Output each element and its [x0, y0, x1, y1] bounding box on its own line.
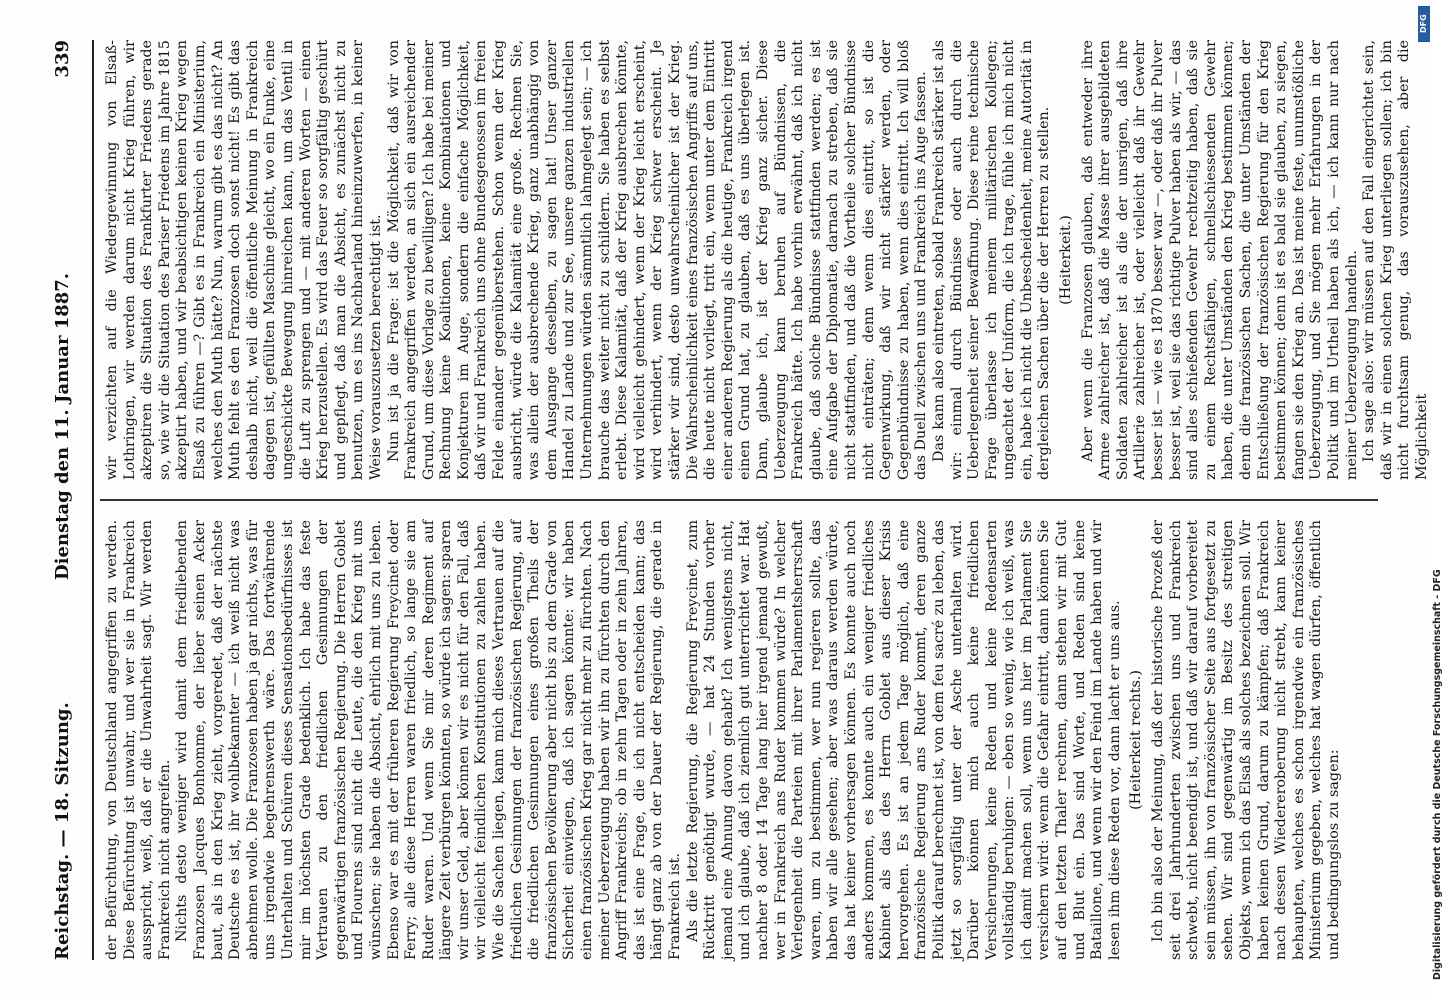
dfg-logo: DFG — [1418, 6, 1430, 42]
paragraph: Ich bin also der Meinung, daß der historische Prozeß der seit drei Jahrhunderten zwischen uns und Frankreich schwebt, nicht beendigt ist, und daß wir darauf vorbereitet sein müssen, ihn von französischer Seite aus fortgesetzt zu sehen. Wir sind gegenwärtig im Besitz des streitigen Objekts, wenn ich das Elsaß als solches bezeichnen soll. Wir haben keinen Grund, darum zu kämpfen; daß Frankreich nach dessen Wiedereroberung nicht strebt, kann keiner behaupten, welches es schon irgendwie ein französisches Ministerium gegeben, welches hat wagen dürfen, öffentlich und bedingungslos zu sagen: — [1150, 520, 1342, 960]
paragraph: Nichts desto weniger wird damit dem friedliebenden Franzosen Jacques Bonhomme, der lieber seinen Acker baut, als in den Krieg zieht, vorgeredet, daß der nächste Deutsche es ist, ihr wohlbekannter — ich weiß nicht was abnehmen wolle. Die Franzosen haben ja gar nichts, was für uns irgendwie begehrenswerth wäre. Das fortwährende Unterhalten und Schüren dieses Sensationsbedürfnisses ist mir im höchsten Grade bedenklich. Ich habe das feste Vertrauen zu den friedlichen Gesinnungen der gegenwärtigen französischen Regierung. Die Herren Goblet und Flourens sind nicht die Leute, die den Krieg mit uns wünschen; sie haben die Absicht, ehrlich mit uns zu leben. Ebenso war es mit der früheren Regierung Freycinet oder Ferry; alle diese Herren waren friedlich, so lange sie am Ruder waren. Und wenn Sie mir deren Regiment auf längere Zeit verbürgen könnten, so würde ich sagen: sparen wir unser Geld, aber können wir es nicht für den Fall, daß wir vielleicht feindlichen Konstitutionen zu zahlen haben. Wie die Sachen liegen, kann mich dieses Vertrauen auf die friedlichen Gesinnungen der französischen Regierung, auf die friedlichen Gesinnungen eines großen Theils der französischen Bevölkerung aber nicht bis zu dem Grade von Sicherheit einwiegen, daß ich sagen könnte: wir haben einen französischen Krieg gar nicht mehr zu fürchten. Nach meiner Ueberzeugung haben wir ihn zu fürchten durch den Angriff Frankreichs; ob in zehn Tagen oder in zehn Jahren, das ist eine Frage, die ich nicht entscheiden kann; das hängt ganz ab von der Dauer der Regierung, die gerade in Frankreich ist. — [174, 520, 683, 960]
paragraph: Nun ist ja die Frage: ist die Möglichkeit, daß wir von Frankreich angegriffen werden, an sich ein ausreichender Grund, um diese Vorlage zu bewilligen? Ich habe bei meiner Rechnung keine Koalitionen, keine Kombinationen und Konjekturen im Auge, sondern die einfache Möglichkeit, daß wir und Frankreich uns ohne Bundesgenossen im freien Felde einander gegenüberstehen. Schon wenn der Krieg ausbricht, würde die Kalamität eine große. Rechnen Sie, was allein der ausbrechende Krieg, ganz unabhängig von dem Ausgange desselben, zu sagen hat! Unser ganzer Handel zu Lande und zur See, unsere ganzen industriellen Unternehmungen würden sämmtlich lahmgelegt sein; — ich brauche das weiter nicht zu schildern. Sie haben es selbst erlebt. Diese Kalamität, daß der Krieg ausbrechen könnte, wird vielleicht gehindert, wenn der Krieg leicht erscheint, wird verhindert, wenn der Krieg schwer erscheint. Je stärker wir sind, desto unwahrscheinlicher ist der Krieg. Die Wahrscheinlichkeit eines französischen Angriffs auf uns, die heute nicht vorliegt, tritt ein, wenn unter dem Eintritt einer anderen Regierung als die heutige, Frankreich irgend einen Grund hat, zu glauben, daß es uns überlegen ist. Dann, glaube ich, ist der Krieg ganz sicher. Diese Ueberzeugung kann beruhen auf Bündnissen, die Frankreich hätte. Ich habe vorhin erwähnt, daß ich nicht glaube, daß solche Bündnisse stattfinden werden; es ist eine Aufgabe der Diplomatie, darnach zu streben, daß sie nicht stattfinden, und daß die Vortheile solcher Bündnisse nicht einträten; denn wenn dies eintritt, so ist die Gegenwirkung, daß wir nicht stärker werden, oder Gegenbündnisse zu haben, wenn dies eintritt. Ich will bloß das Duell zwischen uns und Frankreich ins Auge fassen. — [385, 40, 930, 480]
header-date: Dienstag den 11. Januar 1887. — [52, 272, 73, 580]
paragraph: Ich sage also: wir müssen auf den Fall eingerichtet sein, daß wir in einen solchen Krieg unterliegen sollen; ich bin nicht furchtsam genug, das vorauszusehen, aber die Möglichkeit — [1361, 40, 1430, 480]
column-divider — [100, 500, 1378, 502]
header-section: Reichstag. — 18. Sitzung. — [52, 702, 73, 960]
page-number: 339 — [52, 40, 73, 78]
interjection: (Heiterkeit rechts.) — [1128, 670, 1145, 810]
paragraph: Das kann also eintreten, sobald Frankreich stärker ist als wir: einmal durch Bündnisse oder auch durch die Ueberlegenheit seiner Bewaffnung. Diese reine technische Frage überlasse ich meinem militärischen Kollegen; ungeachtet der Uniform, die ich trage, fühle ich mich nicht ein, habe ich nicht die Unbescheidenheit, meine Autorität in dergleichen Sachen über die der Herren zu stellen. — [930, 40, 1053, 480]
dfg-notice: Digitalisierung gefördert durch die Deutsche Forschungsgemeinschaft - DFG — [1432, 569, 1443, 980]
header-rule — [92, 40, 94, 960]
right-text-column — [104, 40, 1430, 480]
paragraph: wir verzichten auf die Wiedergewinnung von Elsaß-Lothringen, wir werden darum nicht Krieg führen, wir akzeptiren die Situation des Frankfurter Friedens gerade so, wie wir die Situation des Pariser Friedens im Jahre 1815 akzeptirt haben, und wir beabsichtigen keinen Krieg wegen Elsaß zu führen —? Gibt es in Frankreich ein Ministerium, welches den Muth hätte? Nun, warum gibt es das nicht? An Muth fehlt es den Franzosen doch sonst nicht! Es gibt das deshalb nicht, weil die öffentliche Meinung in Frankreich dagegen ist, gefüllten Maschine gleicht, wo ein Funke, eine ungeschickte Bewegung hinreichen kann, um das Ventil in die Luft zu sprengen und — mit anderen Worten — einen Krieg herzustellen. Es wird das Feuer so sorgfältig geschürt und gepflegt, daß man die Absicht, es zunächst nicht zu benutzen, um es ins Nachbarland hineinzuwerfen, in keiner Weise vorauszusetzen berechtigt ist. — [104, 40, 384, 480]
paragraph: der Befürchtung, von Deutschland angegriffen zu werden. Diese Befürchtung ist unwahr, und wer sie in Frankreich ausspricht, weiß, daß er die Unwahrheit sagt. Wir werden Frankreich nicht angreifen. — [104, 520, 173, 960]
interjection: (Heiterkeit.) — [1058, 215, 1075, 305]
page-header — [44, 40, 84, 960]
paragraph: Als die letzte Regierung, die Regierung Freycinet, zum Rücktritt genöthigt wurde, — hat 24 Stunden vorher jemand eine Ahnung davon gehabt? Ich wenigstens nicht, und ich glaube, daß ich ziemlich gut unterrichtet war. Hat nachher 8 oder 14 Tage lang hier irgend jemand gewußt, wer in Frankreich ans Ruder kommen würde? In welcher Verlegenheit die Parteien mit ihrer Parlamentsherrschaft waren, um zu bestimmen, wer nun regieren sollte, das haben wir alle gesehen; aber was daraus werden würde, das hat keiner vorhersagen können. Es konnte auch noch anders kommen, es konnte auch ein weniger friedliches Kabinet als das des Herrn Goblet aus dieser Krisis hervorgehen. Es ist an jedem Tage möglich, daß eine französische Regierung ans Ruder kommt, deren ganze Politik darauf berechnet ist, von dem feu sacré zu leben, das jetzt so sorgfältig unter der Asche unterhalten wird. Darüber können mich auch keine friedlichen Versicherungen, keine Reden und keine Redensarten vollständig beruhigen: — eben so wenig, wie ich weiß, was ich damit machen soll, wenn uns hier im Parlament Sie versichern wird: wenn die Gefahr eintritt, dann können Sie auf den letzten Thaler rechnen, dann stehen wir mit Gut und Blut ein. Das sind Worte, und Reden sind keine Bataillone, und wenn wir den Feind im Lande haben und wir lesen ihm diese Reden vor, dann lacht er uns aus. — [684, 520, 1123, 960]
paragraph: Aber wenn die Franzosen glauben, daß entweder ihre Armee zahlreicher ist, daß die Masse ihrer ausgebildeten Soldaten zahlreicher ist als die der unsrigen, daß ihre Artillerie zahlreicher ist, oder vielleicht daß ihr Gewehr besser ist — wie es 1870 besser war —, oder daß ihr Pulver besser ist, weil sie das richtige Pulver haben als wir, — das sind alles schießenden Gewehr rechtzeitig haben, daß sie zu einem Rechtsfähigen, schnellschiessenden Gewehr haben, die unter Umständen den Krieg bestimmen können; denn die französischen Sachen, die unter Umständen der Entschließung der französischen Regierung für den Krieg bestimmen können; denn ist es bald sie glauben, zu siegen, fangen sie den Krieg an. Das ist meine feste, unumstößliche Ueberzeugung, und Sie mögen mehr Erfahrungen in der Politik und im Urtheil haben als ich, — ich kann nur nach meiner Ueberzeugung handeln. — [1079, 40, 1360, 480]
left-text-column — [104, 520, 1380, 960]
